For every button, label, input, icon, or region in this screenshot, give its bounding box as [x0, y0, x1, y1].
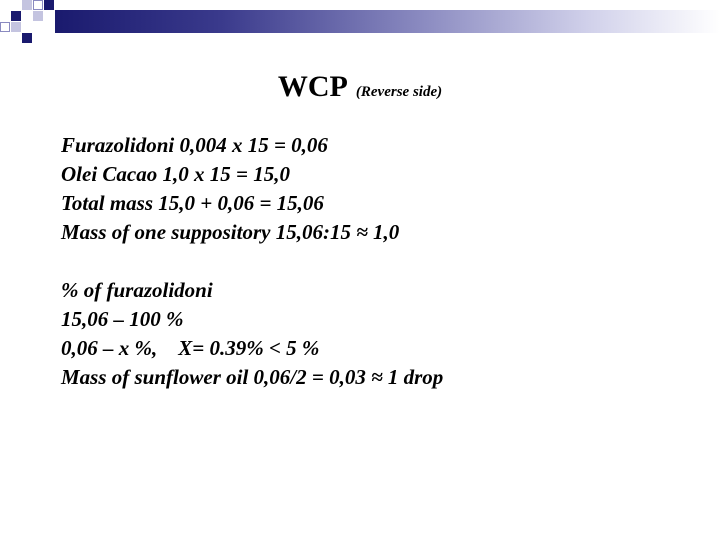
title-main: WCP [277, 70, 348, 103]
header-square [44, 0, 54, 10]
text-line: Olei Cacao 1,0 x 15 = 15,0 [61, 162, 290, 186]
header-square [33, 11, 43, 21]
text-line: % of furazolidoni [61, 278, 213, 302]
header-square [33, 0, 43, 10]
header-gradient-bar [55, 10, 720, 33]
text-line: Furazolidoni 0,004 x 15 = 0,06 [61, 133, 328, 157]
header-square [22, 0, 32, 10]
spacer [61, 247, 701, 276]
text-line: 15,06 – 100 % [61, 307, 184, 331]
text-line: Mass of sunflower oil 0,06/2 = 0,03 ≈ 1 drop [61, 365, 444, 389]
header-square [11, 22, 21, 32]
header-square [22, 33, 32, 43]
header-square [0, 22, 10, 32]
text-line: Mass of one suppository 15,06:15 ≈ 1,0 [61, 220, 400, 244]
page-title [0, 70, 720, 104]
calculation-text [61, 131, 701, 392]
title-subtitle: (Reverse side) [355, 84, 443, 100]
text-line: 0,06 – x %, X= 0.39% < 5 % [61, 336, 320, 360]
header-square [11, 11, 21, 21]
text-line: Total mass 15,0 + 0,06 = 15,06 [61, 191, 324, 215]
